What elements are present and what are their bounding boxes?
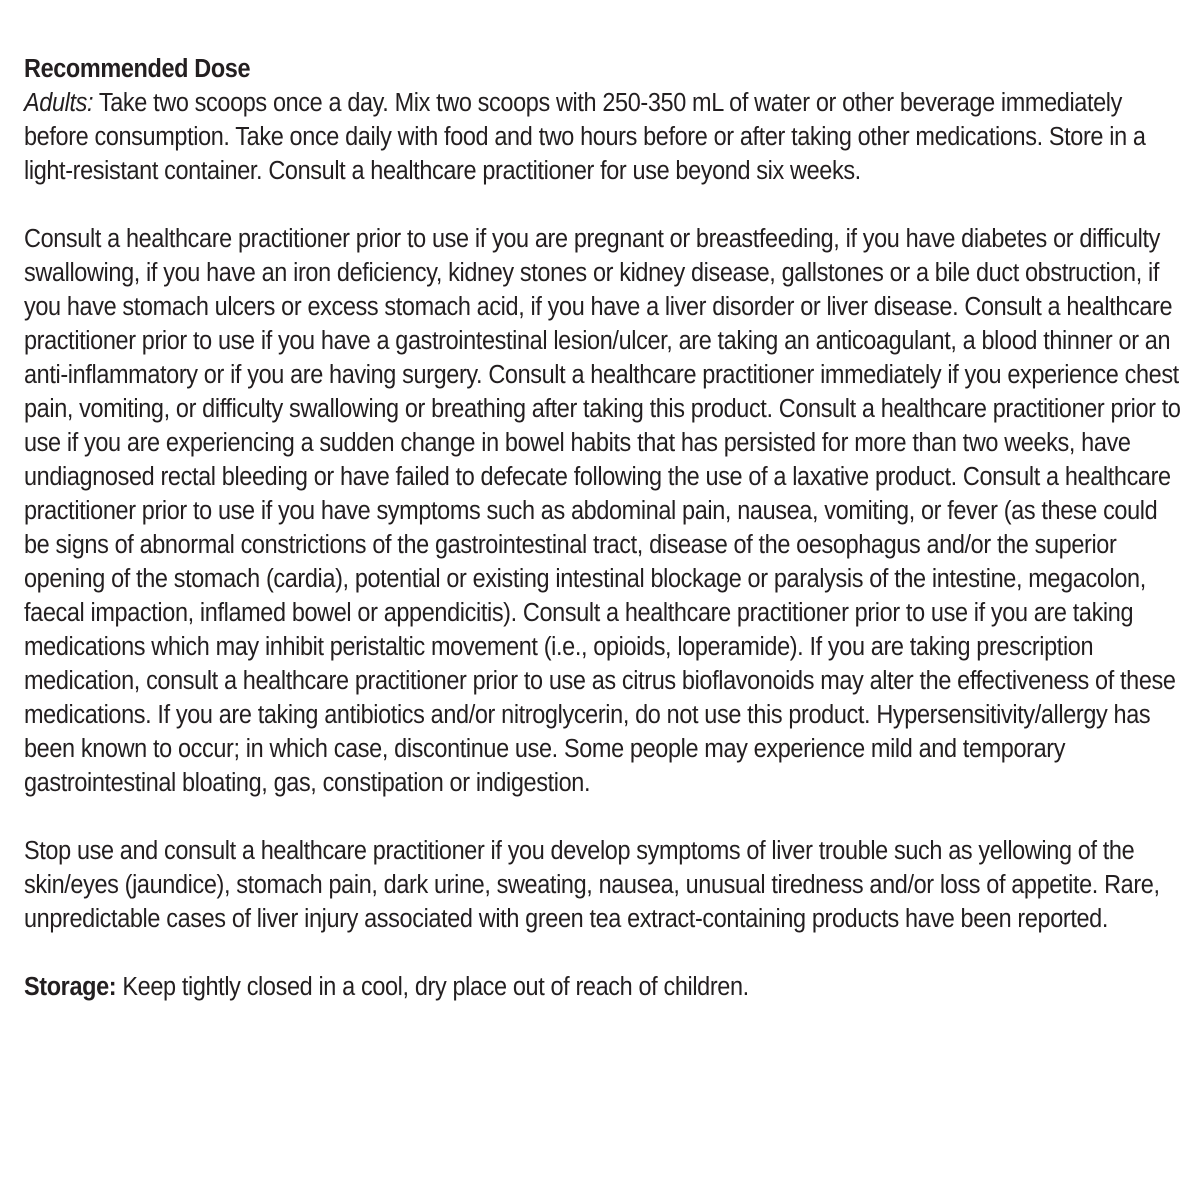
label-document xyxy=(24,52,1184,1004)
storage-paragraph xyxy=(24,970,1184,1004)
cautions-paragraph: Consult a healthcare practitioner prior to use if you are pregnant or breastfeeding, if you have diabetes or difficulty swallowing, if you have an iron deficiency, kidney stones or kidney disease, gallstones or a bile duct obstruction, if you have stomach ulcers or excess stomach acid, if you have a liver disorder or liver disease. Consult a healthcare practitioner prior to use if you have a gastrointestinal lesion/ulcer, are taking an anticoagulant, a blood thinner or an anti-inflammatory or if you are having surgery. Consult a healthcare practitioner immediately if you experience chest pain, vomiting, or difficulty swallowing or breathing after taking this product. Consult a healthcare practitioner prior to use if you are experiencing a sudden change in bowel habits that has persisted for more than two weeks, have undiagnosed rectal bleeding or have failed to defecate following the use of a laxative product. Consult a healthcare practitioner prior to use if you have symptoms such as abdominal pain, nausea, vomiting, or fever (as these could be signs of abnormal constrictions of the gastrointestinal tract, disease of the oesophagus and/or the superior opening of the stomach (cardia), potential or existing intestinal blockage or paralysis of the intestine, megacolon, faecal impaction, inflamed bowel or appendicitis). Consult a healthcare practitioner prior to use if you are taking medications which may inhibit peristaltic movement (i.e., opioids, loperamide). If you are taking prescription medication, consult a healthcare practitioner prior to use as citrus bioflavonoids may alter the effectiveness of these medications. If you are taking antibiotics and/or nitroglycerin, do not use this product. Hypersensitivity/allergy has been known to occur; in which case, discontinue use. Some people may experience mild and temporary gastrointestinal bloating, gas, constipation or indigestion. xyxy=(24,225,1181,797)
storage-text: Keep tightly closed in a cool, dry place out of reach of children. xyxy=(116,973,749,1001)
recommended-dose-heading: Recommended Dose xyxy=(24,55,251,83)
adults-dose-paragraph xyxy=(24,86,1184,188)
liver-warning-paragraph: Stop use and consult a healthcare practitioner if you develop symptoms of liver trouble such as yellowing of the skin/eyes (jaundice), stomach pain, dark urine, sweating, nausea, unusual tiredness and/or loss of appetite. Rare, unpredictable cases of liver injury associated with green tea extract-containing products have been reported. xyxy=(24,837,1160,933)
adults-label: Adults: xyxy=(24,89,94,117)
adults-dose-text: Take two scoops once a day. Mix two scoops with 250-350 mL of water or other beverage immediately before consumption. Take once daily with food and two hours before or after taking other medications. Store in a light-resistant container. Consult a healthcare practitioner for use beyond six weeks. xyxy=(24,89,1146,185)
storage-label: Storage: xyxy=(24,973,117,1001)
